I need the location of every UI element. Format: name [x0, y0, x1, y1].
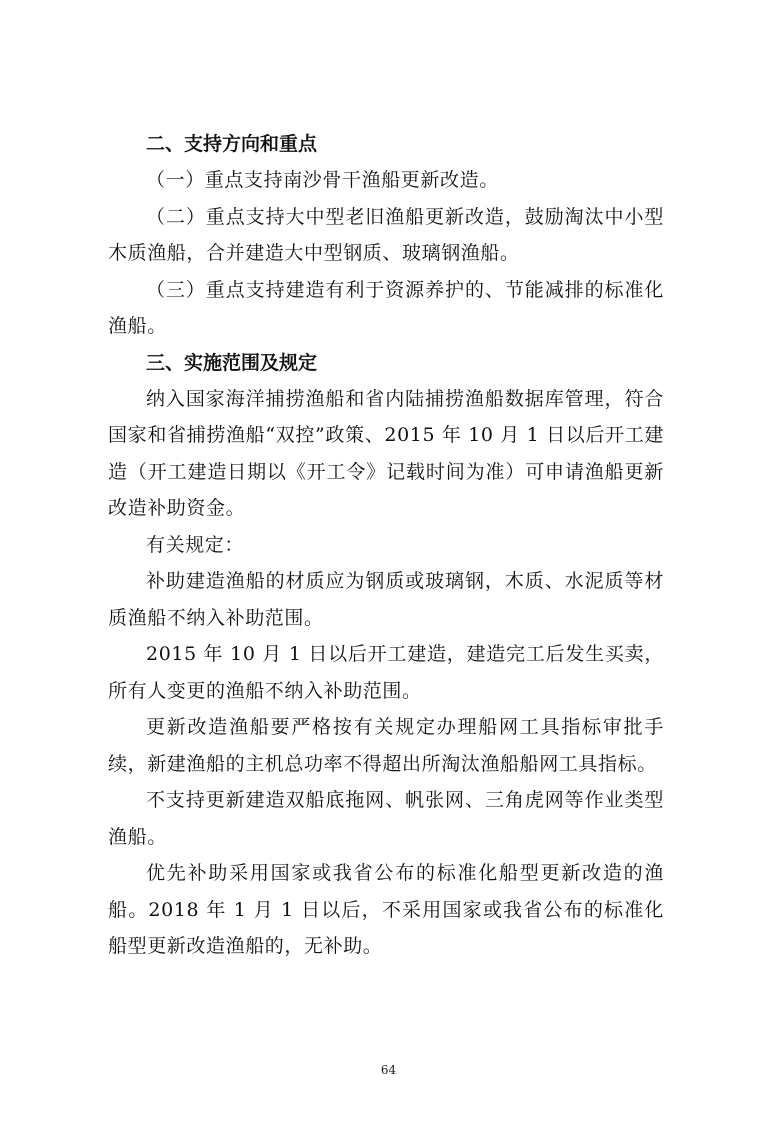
paragraph-scope-intro: 纳入国家海洋捕捞渔船和省内陆捕捞渔船数据库管理，符合国家和省捕捞渔船“双控”政策、2015 年 10 月 1 日以后开工建造（开工建造日期以《开工令》记载时间为准）可申请渔船更新改造补助资金。	[108, 387, 664, 519]
paragraph-rule-standardized: 优先补助采用国家或我省公布的标准化船型更新改造的渔船。2018 年 1 月 1 日以后，不采用国家或我省公布的标准化船型更新改造渔船的，无补助。	[108, 862, 664, 957]
paragraph-rule-ownership: 2015 年 10 月 1 日以后开工建造，建造完工后发生买卖，所有人变更的渔船不纳入补助范围。	[108, 643, 664, 702]
paragraph-support-3: （三）重点支持建造有利于资源养护的、节能减排的标准化渔船。	[108, 278, 664, 337]
paragraph-support-1: （一）重点支持南沙骨干渔船更新改造。	[146, 169, 499, 191]
paragraph-rule-excluded-types: 不支持更新建造双船底拖网、帆张网、三角虎网等作业类型渔船。	[108, 789, 664, 848]
page-number: 64	[380, 1063, 397, 1077]
document-body	[108, 126, 664, 965]
paragraph-rule-approval: 更新改造渔船要严格按有关规定办理船网工具指标审批手续，新建渔船的主机总功率不得超出所淘汰渔船船网工具指标。	[108, 716, 664, 775]
paragraph-rule-material: 补助建造渔船的材质应为钢质或玻璃钢，木质、水泥质等材质渔船不纳入补助范围。	[108, 570, 664, 629]
paragraph-support-2: （二）重点支持大中型老旧渔船更新改造，鼓励淘汰中小型木质渔船，合并建造大中型钢质、玻璃钢渔船。	[108, 205, 664, 264]
section-heading-support-direction: 二、支持方向和重点	[146, 133, 318, 155]
paragraph-rules-label: 有关规定：	[146, 533, 245, 556]
section-heading-scope-rules: 三、实施范围及规定	[146, 351, 318, 374]
